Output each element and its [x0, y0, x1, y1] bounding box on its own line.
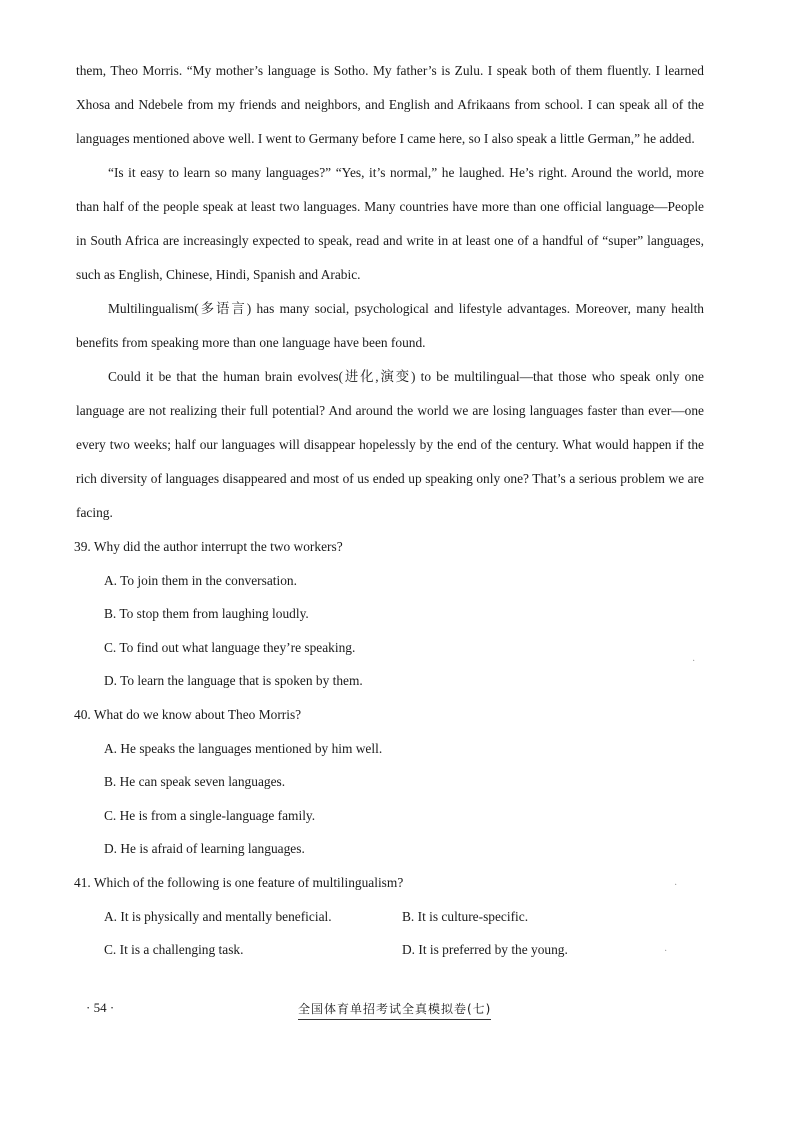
- option-b: B. To stop them from laughing loudly.: [104, 606, 309, 622]
- question-stem: [76, 698, 704, 732]
- passage-paragraph-2: “Is it easy to learn so many languages?” “Yes, it’s normal,” he laughed. He’s right. Around the world, more than half of the people speak at least two languages. Many countries have more than one official language—People in South Africa are increasingly expected to speak, read and write in at least one of a handful of “super” languages, such as English, Chinese, Hindi, Spanish and Arabic.: [76, 165, 704, 282]
- question-text: Why did the author interrupt the two workers?: [93, 539, 343, 554]
- passage-paragraph-4: Could it be that the human brain evolves(进化,演变) to be multilingual—that those who speak only one language are not realizing their full potential? And around the world we are losing languages faster than ever—one every two weeks; half our languages will disappear hopelessly by the end of the century. What would happen if the rich diversity of languages disappeared and most of us ended up speaking only one? That’s a serious problem we are facing.: [76, 369, 704, 520]
- option-a: A. To join them in the conversation.: [104, 572, 297, 588]
- question-41: [76, 866, 704, 967]
- question-stem: [76, 530, 704, 564]
- option-c: C. It is a challenging task.: [104, 942, 244, 958]
- page-footer: [86, 1000, 706, 1024]
- passage-paragraph-1: them, Theo Morris. “My mother’s language is Sotho. My father’s is Zulu. I speak both of them fluently. I learned Xhosa and Ndebele from my friends and neighbors, and English and Afrikaans from school. I can speak all of the languages mentioned above well. I went to Germany before I came here, so I also speak a little German,” he added.: [76, 63, 704, 146]
- option-a: A. It is physically and mentally beneficial.: [104, 908, 332, 924]
- scan-speck: ·: [692, 656, 696, 667]
- option-row-cd: [76, 933, 704, 967]
- passage-paragraph-3: Multilingualism(多语言) has many social, psychological and lifestyle advantages. Moreover, many health benefits from speaking more than one language have been found.: [76, 301, 704, 350]
- option-row-ab: [76, 900, 704, 934]
- option-c: C. To find out what language they’re speaking.: [104, 639, 356, 655]
- question-39: [76, 530, 704, 698]
- option-d: D. To learn the language that is spoken by them.: [104, 673, 363, 689]
- question-text: Which of the following is one feature of multilingualism?: [93, 874, 404, 890]
- exam-page: [76, 54, 704, 967]
- question-number: 40.: [74, 706, 91, 722]
- question-number: 39.: [74, 539, 91, 554]
- option-b: B. It is culture-specific.: [402, 908, 529, 924]
- option-c: C. He is from a single-language family.: [104, 807, 316, 823]
- option-d: D. He is afraid of learning languages.: [104, 841, 305, 857]
- scan-speck: ·: [664, 946, 668, 957]
- question-text: What do we know about Theo Morris?: [93, 706, 302, 722]
- scan-speck: ·: [674, 880, 678, 891]
- footer-title: 全国体育单招考试全真模拟卷(七): [298, 1000, 491, 1020]
- question-number: 41.: [74, 874, 91, 890]
- option-d: D. It is preferred by the young.: [402, 942, 568, 958]
- option-b: B. He can speak seven languages.: [104, 774, 286, 790]
- question-40: [76, 698, 704, 866]
- question-stem: [76, 866, 704, 900]
- page-number: · 54 ·: [86, 1000, 115, 1015]
- option-a: A. He speaks the languages mentioned by him well.: [104, 740, 383, 756]
